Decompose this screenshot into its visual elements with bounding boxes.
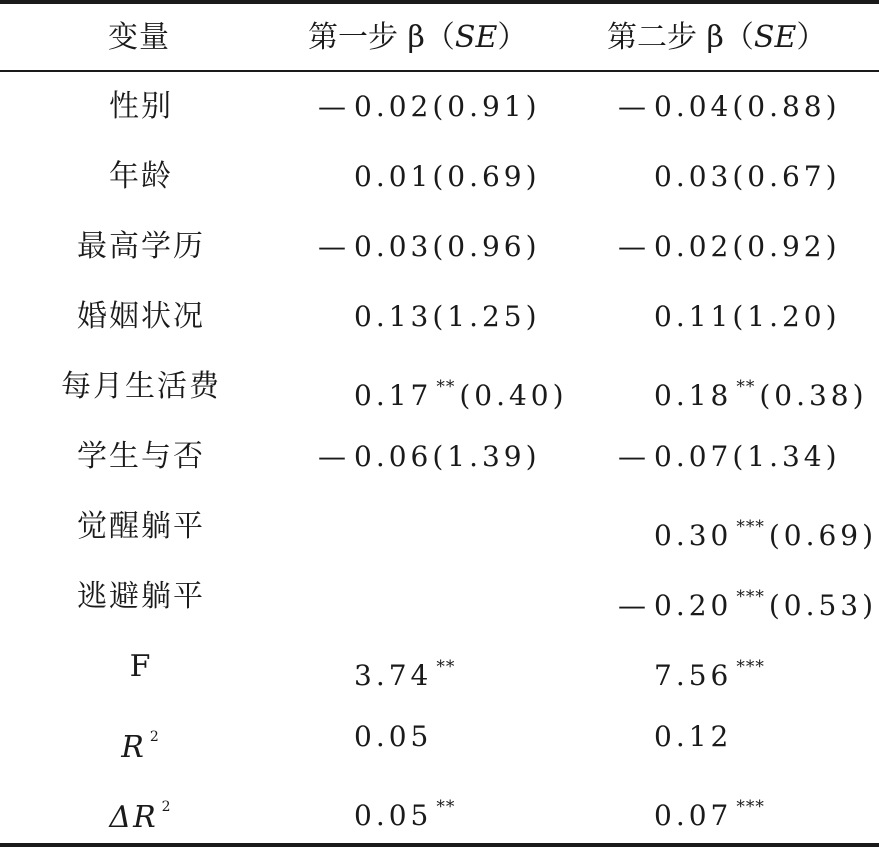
table-row xyxy=(0,422,879,492)
row-label: 每月生活费 xyxy=(61,369,221,404)
step1-cell xyxy=(318,72,541,142)
row-label: 学生与否 xyxy=(77,439,205,474)
step2-value: 0.20 xyxy=(654,589,733,622)
header-step1-se: SE xyxy=(454,20,498,55)
table-row xyxy=(0,72,879,142)
table-row xyxy=(0,352,879,422)
stats-row-r2 xyxy=(0,702,879,772)
table-row xyxy=(0,282,879,352)
significance-stars: ** xyxy=(436,657,456,677)
step1-cell xyxy=(318,422,541,492)
step1-cell xyxy=(318,142,541,212)
row-label: 逃避躺平 xyxy=(77,579,205,614)
step2-cell xyxy=(618,142,841,212)
r2-step2-cell xyxy=(618,702,732,772)
step2-value: 0.04(0.88) xyxy=(654,90,841,123)
minus-sign: — xyxy=(618,440,646,473)
significance-stars: *** xyxy=(736,587,765,607)
significance-stars: *** xyxy=(736,517,765,537)
step2-value: 0.30 xyxy=(654,519,733,552)
step1-value: 0.17 xyxy=(354,379,433,412)
row-label: 最高学历 xyxy=(77,229,205,264)
step2-value: 0.18 xyxy=(654,379,733,412)
minus-sign: — xyxy=(618,230,646,263)
significance-stars: ** xyxy=(436,797,456,817)
step1-value: 0.02(0.91) xyxy=(354,90,541,123)
minus-sign: — xyxy=(318,230,346,263)
step2-se: (0.53) xyxy=(768,589,878,622)
significance-stars: ** xyxy=(736,377,756,397)
f-step1-value: 3.74 xyxy=(354,659,433,692)
step1-value: 0.03(0.96) xyxy=(354,230,541,263)
step2-cell xyxy=(618,492,877,571)
r2-step1-value: 0.05 xyxy=(354,720,433,753)
f-step2-cell xyxy=(618,632,769,711)
minus-sign: — xyxy=(618,90,646,123)
row-label: 性别 xyxy=(109,89,173,124)
header-step2-prefix: 第二步 β（ xyxy=(607,20,754,55)
table-row xyxy=(0,492,879,562)
header-step2-suffix: ） xyxy=(796,20,827,55)
stats-row-delta-r2 xyxy=(0,772,879,842)
step2-se: (0.69) xyxy=(768,519,878,552)
step2-cell xyxy=(618,212,841,282)
r2-label xyxy=(0,702,282,783)
header-variable: 变量 xyxy=(108,20,170,55)
step2-cell xyxy=(618,72,841,142)
step2-cell xyxy=(618,562,877,641)
header-step1-prefix: 第一步 β（ xyxy=(308,20,455,55)
step1-cell xyxy=(318,212,541,282)
step1-cell xyxy=(318,282,541,352)
f-step2-value: 7.56 xyxy=(654,659,733,692)
step2-value: 0.02(0.92) xyxy=(654,230,841,263)
minus-sign: — xyxy=(318,90,346,123)
r2-step1-cell xyxy=(318,702,432,772)
delta-r2-step1-value: 0.05 xyxy=(354,799,433,832)
r2-superscript: 2 xyxy=(149,729,161,745)
step1-cell xyxy=(318,352,568,431)
delta-r2-superscript: 2 xyxy=(161,799,173,815)
step1-value: 0.01(0.69) xyxy=(354,160,541,193)
header-step1-suffix: ） xyxy=(497,20,528,55)
step2-cell xyxy=(618,352,868,431)
row-label: 觉醒躺平 xyxy=(77,509,205,544)
r2-symbol: R xyxy=(121,730,146,765)
step2-value: 0.07(1.34) xyxy=(654,440,841,473)
step1-se: (0.40) xyxy=(459,379,568,412)
significance-stars: *** xyxy=(736,657,765,677)
table-row xyxy=(0,212,879,282)
step1-value: 0.13(1.25) xyxy=(354,300,541,333)
step2-value: 0.11(1.20) xyxy=(654,300,841,333)
row-label: 年龄 xyxy=(109,159,173,194)
delta-r2-symbol: ΔR xyxy=(109,800,158,835)
header-step2 xyxy=(607,20,827,55)
header-step2-se: SE xyxy=(753,20,797,55)
step1-value: 0.06(1.39) xyxy=(354,440,541,473)
delta-r2-step2-cell xyxy=(618,772,769,851)
delta-r2-step2-value: 0.07 xyxy=(654,799,733,832)
r2-step2-value: 0.12 xyxy=(654,720,733,753)
f-label: F xyxy=(129,649,153,684)
step2-se: (0.38) xyxy=(759,379,868,412)
stats-row-f xyxy=(0,632,879,702)
header-step1 xyxy=(308,20,528,55)
table-row xyxy=(0,562,879,632)
minus-sign: — xyxy=(318,440,346,473)
delta-r2-label xyxy=(0,772,282,853)
table-bottom-rule xyxy=(0,843,879,847)
step2-value: 0.03(0.67) xyxy=(654,160,841,193)
minus-sign: — xyxy=(618,589,646,622)
row-label: 婚姻状况 xyxy=(77,299,205,334)
f-step1-cell xyxy=(318,632,459,711)
significance-stars: *** xyxy=(736,797,765,817)
step2-cell xyxy=(618,422,841,492)
table-row xyxy=(0,142,879,212)
table-header-row xyxy=(0,4,879,70)
significance-stars: ** xyxy=(436,377,456,397)
delta-r2-step1-cell xyxy=(318,772,459,851)
step2-cell xyxy=(618,282,841,352)
